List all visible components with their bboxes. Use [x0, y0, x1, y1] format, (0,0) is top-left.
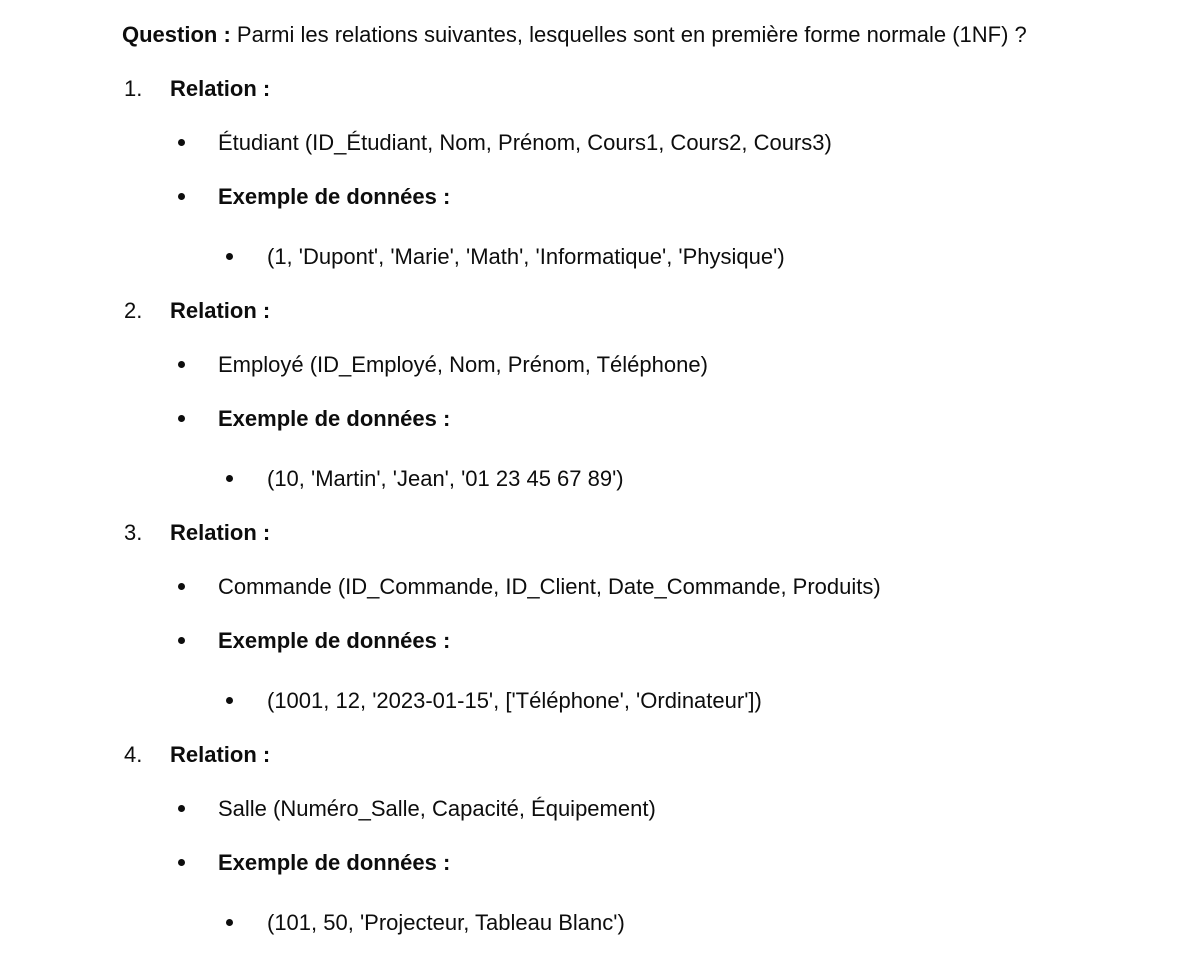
bullet-icon: [178, 572, 185, 602]
question-label: Question :: [122, 22, 231, 47]
bullet-icon: [226, 464, 233, 494]
example-data: (10, 'Martin', 'Jean', '01 23 45 67 89'): [267, 466, 624, 491]
question-line: [122, 20, 1027, 50]
relation-schema: Employé (ID_Employé, Nom, Prénom, Téléphone): [218, 352, 708, 377]
bullet-icon: [178, 848, 185, 878]
relation-schema: Commande (ID_Commande, ID_Client, Date_Commande, Produits): [218, 574, 881, 599]
relation-heading: Relation :: [170, 76, 271, 101]
relation-number: 1.: [124, 76, 143, 101]
question-text: Parmi les relations suivantes, lesquelles sont en première forme normale (1NF) ?: [236, 22, 1027, 47]
relation-schema: Étudiant (ID_Étudiant, Nom, Prénom, Cours1, Cours2, Cours3): [218, 130, 832, 155]
bullet-icon: [226, 908, 233, 938]
example-label: Exemple de données :: [218, 850, 451, 875]
example-data: (1, 'Dupont', 'Marie', 'Math', 'Informatique', 'Physique'): [267, 244, 785, 269]
relation-heading: Relation :: [170, 520, 271, 545]
bullet-icon: [226, 686, 233, 716]
relation-heading: Relation :: [170, 298, 271, 323]
example-data: (1001, 12, '2023-01-15', ['Téléphone', 'Ordinateur']): [267, 688, 762, 713]
bullet-icon: [178, 128, 185, 158]
example-label: Exemple de données :: [218, 406, 451, 431]
bullet-icon: [178, 626, 185, 656]
relation-number: 4.: [124, 742, 143, 767]
relation-schema: Salle (Numéro_Salle, Capacité, Équipement): [218, 796, 656, 821]
bullet-icon: [178, 182, 185, 212]
bullet-icon: [178, 794, 185, 824]
bullet-icon: [226, 242, 233, 272]
example-label: Exemple de données :: [218, 628, 451, 653]
example-data: (101, 50, 'Projecteur, Tableau Blanc'): [267, 910, 625, 935]
bullet-icon: [178, 404, 185, 434]
relation-heading: Relation :: [170, 742, 271, 767]
relation-number: 3.: [124, 520, 143, 545]
example-label: Exemple de données :: [218, 184, 451, 209]
relation-number: 2.: [124, 298, 143, 323]
bullet-icon: [178, 350, 185, 380]
